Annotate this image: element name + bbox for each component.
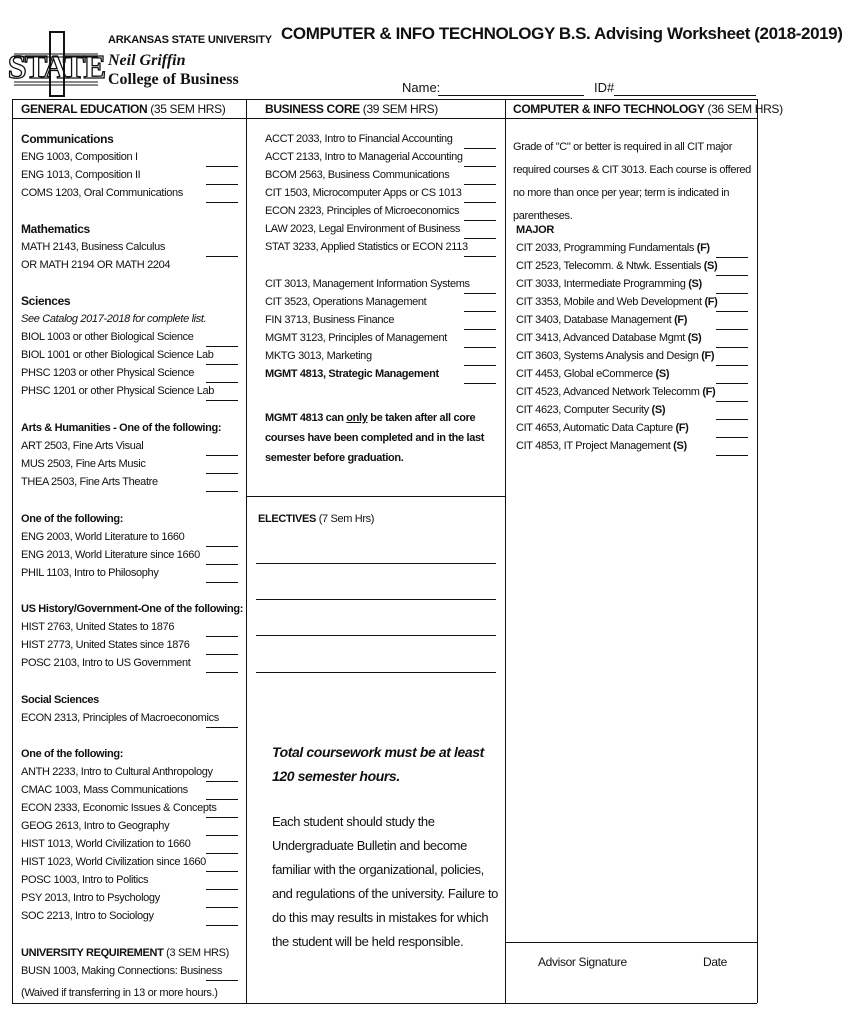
mathematics-title: Mathematics xyxy=(21,222,90,236)
grade-blank[interactable] xyxy=(464,166,496,167)
list-item: BCOM 2563, Business Communications xyxy=(265,169,450,181)
list-item: COMS 1203, Oral Communications xyxy=(21,187,183,199)
logo-text: STATE xyxy=(7,49,105,86)
mgmt-note: MGMT 4813 can only be taken after all core courses have been completed and in the last semester before graduation. xyxy=(265,412,485,464)
list-item: FIN 3713, Business Finance xyxy=(265,314,395,326)
grade-blank[interactable] xyxy=(206,636,238,637)
grade-blank[interactable] xyxy=(206,400,238,401)
grade-blank[interactable] xyxy=(464,148,496,149)
grade-blank[interactable] xyxy=(206,346,238,347)
list-item: CIT 2033, Programming Fundamentals (F) xyxy=(516,242,710,254)
grade-blank[interactable] xyxy=(716,329,748,330)
id-label: ID# xyxy=(594,80,615,95)
list-item: PSY 2013, Intro to Psychology xyxy=(21,892,160,904)
grade-blank[interactable] xyxy=(716,401,748,402)
table-right-border xyxy=(757,99,758,1003)
list-item: HIST 2763, United States to 1876 xyxy=(21,621,175,633)
electives-title: ELECTIVES (7 Sem Hrs) xyxy=(258,513,375,525)
table-bottom-rule xyxy=(12,1003,757,1004)
list-item: HIST 1023, World Civilization since 1660 xyxy=(21,856,206,868)
neil-griffin: Neil Griffin xyxy=(108,52,186,69)
grade-blank[interactable] xyxy=(206,166,238,167)
list-item: CIT 4453, Global eCommerce (S) xyxy=(516,368,670,380)
list-item: THEA 2503, Fine Arts Theatre xyxy=(21,476,158,488)
grade-blank[interactable] xyxy=(206,799,238,800)
grade-blank[interactable] xyxy=(206,672,238,673)
total-coursework-note: Total coursework must be at least 120 semester hours. xyxy=(272,744,484,784)
business-core-heading: BUSINESS CORE (39 SEM HRS) xyxy=(265,102,438,116)
sciences-title: Sciences xyxy=(21,294,71,308)
advisor-signature-label: Advisor Signature xyxy=(538,955,627,969)
list-item: MGMT 4813, Strategic Management xyxy=(265,368,439,380)
col-divider-1 xyxy=(246,99,247,1003)
list-item: ENG 2003, World Literature to 1660 xyxy=(21,531,185,543)
grade-blank[interactable] xyxy=(464,238,496,239)
list-item: ECON 2323, Principles of Microeconomics xyxy=(265,205,460,217)
list-item: CIT 3353, Mobile and Web Development (F) xyxy=(516,296,718,308)
list-item: CIT 4523, Advanced Network Telecomm (F) xyxy=(516,386,716,398)
list-item: HIST 2773, United States since 1876 xyxy=(21,639,190,651)
elective-field[interactable] xyxy=(256,635,496,636)
grade-blank[interactable] xyxy=(716,275,748,276)
grade-blank[interactable] xyxy=(206,364,238,365)
social-title: Social Sciences xyxy=(21,694,99,706)
name-field[interactable] xyxy=(438,95,584,96)
list-item: ECON 2313, Principles of Macroeconomics xyxy=(21,712,219,724)
grade-blank[interactable] xyxy=(716,311,748,312)
grade-blank[interactable] xyxy=(206,907,238,908)
waiver-note: (Waived if transferring in 13 or more hours.) xyxy=(21,987,218,999)
grade-blank[interactable] xyxy=(206,202,238,203)
grade-blank[interactable] xyxy=(206,184,238,185)
list-item: SOC 2213, Intro to Sociology xyxy=(21,910,154,922)
list-item: BIOL 1003 or other Biological Science xyxy=(21,331,194,343)
list-item: CIT 3603, Systems Analysis and Design (F) xyxy=(516,350,715,362)
grade-blank[interactable] xyxy=(206,871,238,872)
list-item: CIT 3413, Advanced Database Mgmt (S) xyxy=(516,332,702,344)
list-item: CIT 1503, Microcomputer Apps or CS 1013 xyxy=(265,187,462,199)
date-label: Date xyxy=(703,955,727,969)
grade-blank[interactable] xyxy=(464,184,496,185)
grade-blank[interactable] xyxy=(716,293,748,294)
grade-blank[interactable] xyxy=(464,220,496,221)
list-item: BIOL 1001 or other Biological Science Lab xyxy=(21,349,214,361)
major-title: MAJOR xyxy=(516,224,554,236)
grade-blank[interactable] xyxy=(206,564,238,565)
list-item: CIT 3013, Management Information Systems xyxy=(265,278,470,290)
name-label: Name: xyxy=(402,80,441,95)
page-title: COMPUTER & INFO TECHNOLOGY B.S. Advising Worksheet (2018-2019) xyxy=(281,24,843,43)
table-left-border xyxy=(12,99,13,1003)
one-of-2-title: One of the following: xyxy=(21,748,124,760)
grade-blank[interactable] xyxy=(464,365,496,366)
list-item: CIT 3033, Intermediate Programming (S) xyxy=(516,278,702,290)
grade-blank[interactable] xyxy=(206,582,238,583)
university-name: ARKANSAS STATE UNIVERSITY xyxy=(108,34,272,46)
grade-blank[interactable] xyxy=(464,256,496,257)
list-item: MUS 2503, Fine Arts Music xyxy=(21,458,146,470)
cit-heading: COMPUTER & INFO TECHNOLOGY (36 SEM HRS) xyxy=(513,102,783,116)
grade-blank[interactable] xyxy=(206,835,238,836)
bulletin-note: Each student should study the Undergraduate Bulletin and become familiar with the organizational, policies, and regulations of the university. Failure to do this may results in mistakes for which the student will be held responsible. xyxy=(272,814,499,949)
gen-ed-heading: GENERAL EDUCATION (35 SEM HRS) xyxy=(21,102,226,116)
grade-blank[interactable] xyxy=(206,727,238,728)
core-electives-divider xyxy=(246,496,505,497)
list-item: POSC 2103, Intro to US Government xyxy=(21,657,191,669)
grade-blank[interactable] xyxy=(464,311,496,312)
grade-blank[interactable] xyxy=(716,347,748,348)
list-item: PHIL 1103, Intro to Philosophy xyxy=(21,567,159,579)
grade-blank[interactable] xyxy=(716,455,748,456)
grade-blank[interactable] xyxy=(206,491,238,492)
university-requirement-title: UNIVERSITY REQUIREMENT (3 SEM HRS) xyxy=(21,947,229,959)
list-item: ENG 1003, Composition I xyxy=(21,151,138,163)
grade-blank[interactable] xyxy=(464,329,496,330)
list-item: ACCT 2133, Intro to Managerial Accounting xyxy=(265,151,463,163)
list-item: ANTH 2233, Intro to Cultural Anthropology xyxy=(21,766,213,778)
grade-blank[interactable] xyxy=(716,257,748,258)
grade-blank[interactable] xyxy=(206,925,238,926)
list-item: PHSC 1203 or other Physical Science xyxy=(21,367,195,379)
id-field[interactable] xyxy=(614,95,756,96)
list-item: BUSN 1003, Making Connections: Business xyxy=(21,965,222,977)
grade-blank[interactable] xyxy=(464,202,496,203)
one-of-1-title: One of the following: xyxy=(21,513,124,525)
advisor-divider xyxy=(505,942,757,943)
state-logo xyxy=(7,30,105,98)
arts-title: Arts & Humanities - One of the following: xyxy=(21,422,222,434)
sciences-note: See Catalog 2017-2018 for complete list. xyxy=(21,313,207,325)
grade-blank[interactable] xyxy=(464,293,496,294)
grade-blank[interactable] xyxy=(464,383,496,384)
grade-blank[interactable] xyxy=(206,817,238,818)
list-item: STAT 3233, Applied Statistics or ECON 2113 xyxy=(265,241,468,253)
list-item: ENG 2013, World Literature since 1660 xyxy=(21,549,200,561)
grade-blank[interactable] xyxy=(464,347,496,348)
list-item: CIT 4653, Automatic Data Capture (F) xyxy=(516,422,689,434)
grade-blank[interactable] xyxy=(206,256,238,257)
list-item: CMAC 1003, Mass Communications xyxy=(21,784,188,796)
list-item: MKTG 3013, Marketing xyxy=(265,350,372,362)
grade-blank[interactable] xyxy=(206,382,238,383)
list-item: MGMT 3123, Principles of Management xyxy=(265,332,447,344)
list-item: ACCT 2033, Intro to Financial Accounting xyxy=(265,133,453,145)
elective-field[interactable] xyxy=(256,672,496,673)
list-item: PHSC 1201 or other Physical Science Lab xyxy=(21,385,215,397)
list-item: MATH 2143, Business Calculus xyxy=(21,241,166,253)
list-item: POSC 1003, Intro to Politics xyxy=(21,874,149,886)
grade-blank[interactable] xyxy=(716,419,748,420)
us-history-title: US History/Government-One of the following: xyxy=(21,603,244,615)
list-item: CIT 3523, Operations Management xyxy=(265,296,427,308)
elective-field[interactable] xyxy=(256,563,496,564)
grade-blank[interactable] xyxy=(206,889,238,890)
grade-blank[interactable] xyxy=(716,437,748,438)
list-item: CIT 2523, Telecomm. & Ntwk. Essentials (S) xyxy=(516,260,718,272)
list-item: GEOG 2613, Intro to Geography xyxy=(21,820,170,832)
elective-field[interactable] xyxy=(256,599,496,600)
grade-blank[interactable] xyxy=(716,383,748,384)
grade-blank[interactable] xyxy=(716,365,748,366)
header-bottom-rule xyxy=(12,118,757,119)
list-item: HIST 1013, World Civilization to 1660 xyxy=(21,838,191,850)
list-item: CIT 4623, Computer Security (S) xyxy=(516,404,666,416)
grade-blank[interactable] xyxy=(206,455,238,456)
list-item: ENG 1013, Composition II xyxy=(21,169,141,181)
cit-grade-note: Grade of "C" or better is required in all CIT major required courses & CIT 3013. Each course is offered no more than once per year; term is indicated in parentheses. xyxy=(513,141,751,222)
grade-blank[interactable] xyxy=(206,781,238,782)
grade-blank[interactable] xyxy=(206,473,238,474)
college-name: College of Business xyxy=(108,71,239,88)
grade-blank[interactable] xyxy=(206,980,238,981)
communications-title: Communications xyxy=(21,132,114,146)
list-item: CIT 3403, Database Management (F) xyxy=(516,314,688,326)
list-item: ECON 2333, Economic Issues & Concepts xyxy=(21,802,217,814)
list-item: OR MATH 2194 OR MATH 2204 xyxy=(21,259,171,271)
grade-blank[interactable] xyxy=(206,654,238,655)
list-item: LAW 2023, Legal Environment of Business xyxy=(265,223,461,235)
list-item: ART 2503, Fine Arts Visual xyxy=(21,440,144,452)
grade-blank[interactable] xyxy=(206,853,238,854)
grade-blank[interactable] xyxy=(206,546,238,547)
list-item: CIT 4853, IT Project Management (S) xyxy=(516,440,687,452)
